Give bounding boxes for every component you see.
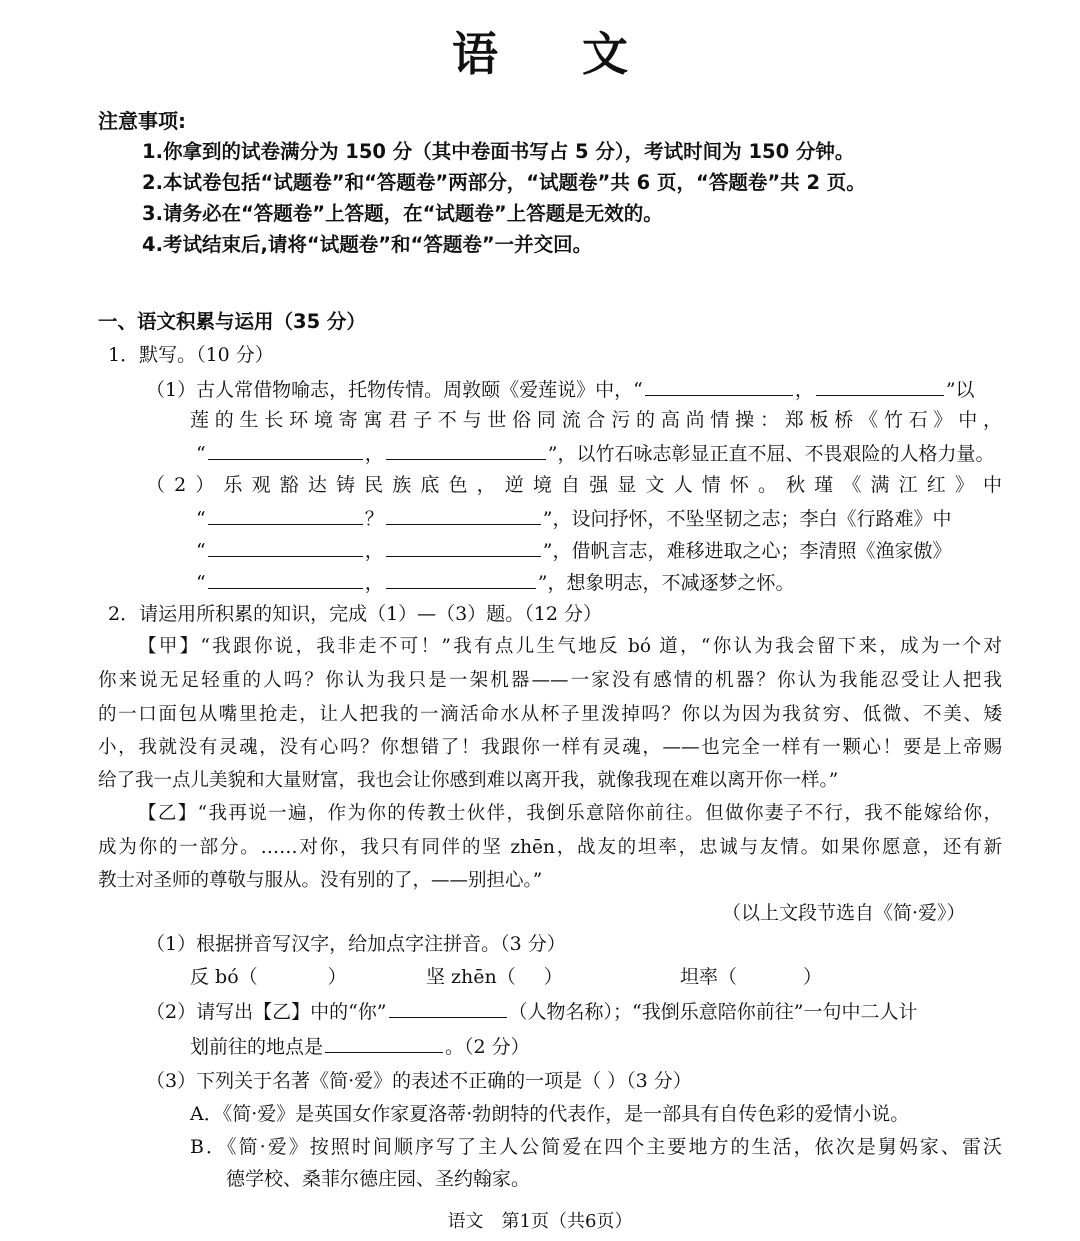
section-heading: 一、语文积累与运用（35 分）	[98, 310, 366, 333]
q1-part2-line3	[196, 536, 951, 564]
text: “	[196, 540, 206, 562]
option-b-line2: 德学校、桑菲尔德庄园、圣约翰家。	[226, 1168, 531, 1190]
text: “	[196, 508, 206, 530]
text: ）	[803, 966, 823, 988]
answer-blank[interactable]	[816, 375, 944, 396]
text: ，	[364, 443, 384, 465]
text: “	[196, 443, 206, 465]
q1-part1-line3	[196, 439, 994, 467]
text: ”，以竹石咏志彰显正直不屈、不畏艰险的人格力量。	[547, 443, 995, 465]
text: ”以	[945, 379, 975, 401]
passage-jia-line: 的一口面包从嘴里抢走，让人把我的一滴活命水从杯子里泼掉吗？你以为因为我贫穷、低微、不美、矮	[98, 704, 1002, 725]
text: （2）请写出【乙】中的“你”	[146, 1001, 387, 1023]
text: ）	[543, 966, 563, 988]
q1-part2-line1: （2）乐观豁达铸民族底色，逆境自强显文人情怀。秋瑾《满江红》中	[146, 474, 1002, 496]
page-title: 语 文	[451, 27, 662, 81]
text: 坚 zhēn（	[426, 966, 516, 988]
sub1-stem: （1）根据拼音写汉字，给加点字注拼音。（3 分）	[146, 933, 566, 955]
question-2-stem: 2．请运用所积累的知识，完成（1）—（3）题。（12 分）	[108, 603, 602, 625]
note-item: 3.请务必在“答题卷”上答题，在“试题卷”上答题是无效的。	[142, 202, 663, 225]
q1-part1-line2: 莲的生长环境寄寓君子不与世俗同流合污的高尚情操：郑板桥《竹石》中，	[190, 409, 1002, 431]
note-item: 1.你拿到的试卷满分为 150 分（其中卷面书写占 5 分），考试时间为 150 分钟。	[142, 140, 855, 163]
option-b-line1[interactable]: B．《简·爱》按照时间顺序写了主人公简爱在四个主要地方的生活，依次是舅妈家、雷沃	[190, 1136, 1002, 1158]
question-1-stem: 1．默写。（10 分）	[108, 344, 274, 366]
text: ，	[364, 540, 384, 562]
text: 划前往的地点是	[190, 1036, 324, 1058]
text: ？	[364, 508, 384, 530]
passage-yi-line: 【乙】“我再说一遍，作为你的传教士伙伴，我倒乐意陪你前往。但做你妻子不行，我不能嫁给你，	[138, 803, 1002, 824]
passage-yi-line: 成为你的一部分。……对你，我只有同伴的坚 zhēn，战友的坦率，忠诚与友情。如果你愿意，还有新	[98, 837, 1002, 858]
page-footer: 语文 第1页（共6页）	[447, 1211, 633, 1232]
passage-jia-line: 【甲】“我跟你说，我非走不可！”我有点儿生气地反 bó 道，“你认为我会留下来，成为一个对	[138, 636, 1002, 657]
sub2-line1	[146, 997, 917, 1025]
answer-blank[interactable]	[386, 568, 536, 589]
pinyin-b	[426, 964, 563, 990]
answer-blank[interactable]	[208, 536, 363, 557]
text: ”，设问抒怀，不坠坚韧之志；李白《行路难》中	[542, 508, 952, 530]
passage-yi-line: 教士对圣师的尊敬与服从。没有别的了，——别担心。”	[98, 870, 543, 891]
passage-jia-line: 小，我就没有灵魂，没有心吗？你想错了！我跟你一样有灵魂，——也完全一样有一颗心！要是上帝赐	[98, 737, 1002, 758]
pinyin-c	[680, 964, 822, 990]
answer-blank[interactable]	[386, 439, 546, 460]
answer-blank[interactable]	[386, 504, 541, 525]
answer-blank[interactable]	[208, 568, 363, 589]
text: 反 bó（	[190, 966, 258, 988]
text: “	[196, 572, 206, 594]
option-a[interactable]: A．《简·爱》是英国女作家夏洛蒂·勃朗特的代表作，是一部具有自传色彩的爱情小说。	[190, 1103, 910, 1125]
text: 。（2 分）	[445, 1036, 530, 1058]
text: （人物名称）；“我倒乐意陪你前往”一句中二人计	[508, 1001, 918, 1023]
text: 坦率（	[680, 966, 738, 988]
answer-blank[interactable]	[386, 536, 541, 557]
note-item: 2.本试卷包括“试题卷”和“答题卷”两部分，“试题卷”共 6 页，“答题卷”共 2 页。	[142, 171, 866, 194]
text: ”，借帆言志，难移进取之心；李清照《渔家傲》	[542, 540, 952, 562]
answer-blank[interactable]	[389, 997, 507, 1018]
answer-blank[interactable]	[325, 1032, 443, 1053]
text: ”，想象明志，不减逐梦之怀。	[537, 572, 795, 594]
answer-blank[interactable]	[645, 375, 793, 396]
answer-blank[interactable]	[208, 504, 363, 525]
sub2-line2	[190, 1032, 530, 1060]
sub3-stem: （3）下列关于名著《简·爱》的表述不正确的一项是（ ）（3 分）	[146, 1070, 692, 1092]
passage-source: （以上文段节选自《简·爱》）	[722, 902, 966, 924]
q1-part2-line4	[196, 568, 794, 596]
notes-heading: 注意事项:	[98, 109, 186, 133]
pinyin-a	[190, 964, 347, 990]
text: ，	[364, 572, 384, 594]
note-item: 4.考试结束后,请将“试题卷”和“答题卷”一并交回。	[142, 233, 593, 256]
answer-blank[interactable]	[208, 439, 363, 460]
q1-part2-line2	[196, 504, 951, 532]
text: ，	[794, 379, 814, 401]
passage-jia-line: 你来说无足轻重的人吗？你认为我只是一架机器——一家没有感情的机器？你认为我能忍受让人把我	[98, 670, 1002, 691]
q1-part1-line1	[146, 375, 975, 403]
passage-jia-line: 给了我一点儿美貌和大量财富，我也会让你感到难以离开我，就像我现在难以离开你一样。”	[98, 770, 839, 791]
text: （1）古人常借物喻志，托物传情。周敦颐《爱莲说》中，“	[146, 379, 643, 401]
text: ）	[327, 966, 347, 988]
